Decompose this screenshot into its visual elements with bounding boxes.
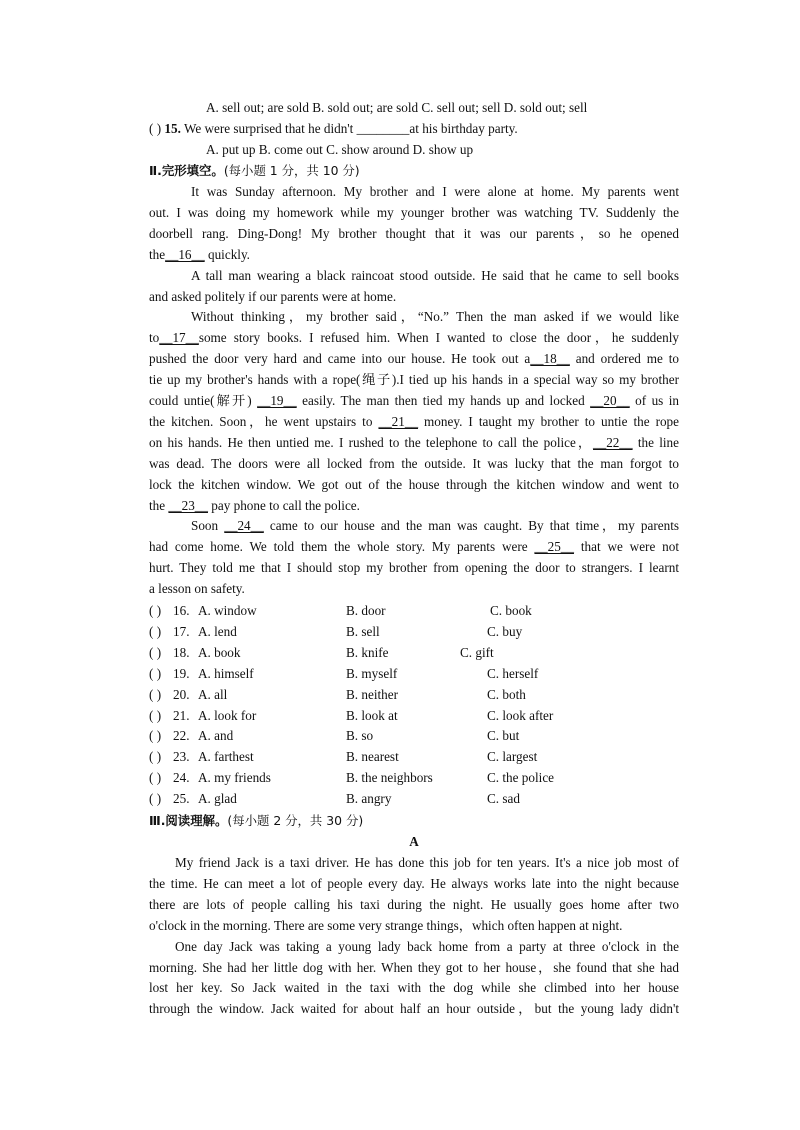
- passage-text: Soon: [191, 518, 225, 534]
- option-b: B. look at: [346, 707, 398, 723]
- option-b: B. sell: [346, 623, 380, 639]
- passage-line: [191, 306, 679, 327]
- option-b: B. so: [346, 728, 374, 744]
- passage-text: on his hands. He then untied me. I rushed to the telephone to call the police，: [149, 434, 594, 450]
- option-c: C. book: [490, 603, 532, 618]
- passage-text: the kitchen. Soon，he went upstairs to: [149, 413, 379, 429]
- answer-paren: ( ): [149, 665, 162, 681]
- passage-line: [149, 390, 679, 411]
- passage-line: One day Jack was taking a young lady back home from a party at three o'clock in the: [175, 938, 679, 954]
- option-a: A. himself: [198, 665, 254, 681]
- passage-text: that we were not: [573, 539, 679, 555]
- option-b: B. door: [346, 603, 386, 618]
- passage-text: pay phone to call the police.: [207, 497, 360, 513]
- passage-line: [149, 223, 679, 244]
- passage-line: [191, 515, 679, 536]
- cloze-blank: __19__: [257, 393, 297, 408]
- passage-line: [149, 578, 679, 599]
- question-number: 23.: [173, 749, 190, 765]
- passage-text: easily. The man then tied my hands up and locked: [296, 393, 591, 408]
- passage-line: [191, 181, 679, 202]
- option-c: C. look after: [487, 707, 554, 723]
- passage-line: [149, 453, 679, 474]
- passage-text: the: [149, 497, 169, 513]
- answer-paren: ( ): [149, 686, 162, 702]
- option-c: C. but: [487, 728, 520, 744]
- section-heading-cloze: [149, 160, 679, 181]
- option-a: A. glad: [198, 791, 237, 807]
- passage-label: A: [409, 834, 419, 849]
- passage-line: [149, 369, 679, 390]
- passage-text: of us in: [629, 393, 679, 408]
- passage-text: lock the kitchen window. We got out of the house through the kitchen window and went to: [149, 476, 679, 492]
- answer-paren: ( ): [149, 749, 162, 765]
- option-a: A. all: [198, 686, 228, 702]
- option-b: B. neither: [346, 686, 399, 702]
- option-a: A. farthest: [198, 749, 254, 765]
- q14-options: A. sell out; are sold B. sold out; are sold C. sell out; sell D. sold out; sell: [206, 100, 588, 115]
- cloze-blank: __18__: [530, 351, 570, 367]
- cloze-blank: __20__: [590, 393, 630, 408]
- section-score: (每小题 2 分，共 30 分): [227, 813, 364, 828]
- option-c: C. largest: [487, 749, 538, 765]
- cloze-blank: __23__: [168, 497, 208, 513]
- passage-line: the time. He can meet a lot of people every day. He always works late into the night because: [149, 875, 679, 891]
- option-a: A. and: [198, 728, 234, 744]
- passage-line: [149, 495, 679, 516]
- option-b: B. nearest: [346, 749, 399, 765]
- passage-line: [149, 327, 679, 348]
- answer-paren: ( ): [149, 770, 162, 786]
- option-c: C. gift: [460, 644, 494, 660]
- question-number: 17.: [173, 623, 190, 639]
- answer-paren: ( ): [149, 623, 162, 639]
- answer-paren: ( ): [149, 603, 162, 618]
- question-stem: We were surprised that he didn't ________at his birthday party.: [183, 121, 518, 136]
- passage-text: and asked politely if our parents were at home.: [149, 288, 397, 304]
- passage-text: and ordered me to: [569, 351, 679, 367]
- passage-line: through the window. Jack waited for about half an hour outside，but the young lady didn't: [149, 1001, 679, 1017]
- passage-line: [149, 411, 679, 432]
- passage-line: lost her key. So Jack waited in the taxi with the dog while she climbed into her house: [149, 980, 679, 996]
- answer-paren: ( ): [149, 644, 162, 660]
- passage-text: a lesson on safety.: [149, 581, 245, 597]
- option-b: B. knife: [346, 644, 389, 660]
- passage-text: came to our house and the man was caught. By that time，my parents: [263, 518, 679, 534]
- question-number: 25.: [173, 791, 190, 807]
- passage-text: Without thinking，my brother said，“No.” Then the man asked if we would like: [191, 309, 679, 325]
- answer-paren: ( ): [149, 791, 162, 807]
- cloze-blank: __21__: [378, 413, 419, 429]
- question-number: 19.: [173, 665, 190, 681]
- answer-paren: ( ): [149, 728, 162, 744]
- passage-text: hurt. They told me that I should stop my brother from opening the door to strangers. I learnt: [149, 560, 679, 576]
- question-number: 22.: [173, 728, 190, 744]
- passage-line: there are lots of people calling his taxi during the night. He usually goes home after two: [149, 896, 679, 912]
- answer-paren: ( ): [149, 121, 162, 136]
- passage-line: [149, 432, 679, 453]
- option-b: B. angry: [346, 791, 392, 807]
- passage-text: some story books. I refused him. When I wanted to close the door，he suddenly: [198, 330, 679, 346]
- cloze-blank: __16__: [165, 246, 205, 262]
- passage-line: [149, 536, 679, 557]
- question-number: 20.: [173, 686, 190, 702]
- question-number: 21.: [173, 707, 190, 723]
- question-number: 16.: [173, 603, 190, 618]
- passage-line: morning. She had her little dog with her. When they got to her house，she found that she had: [149, 959, 679, 975]
- passage-text-mixed: tie up my brother's hands with a rope(绳子).I tied up his hands in a special way so my brother: [149, 372, 679, 388]
- cloze-blank: __24__: [224, 518, 264, 534]
- option-c: C. the police: [487, 770, 555, 786]
- passage-text: the: [149, 246, 166, 262]
- answer-paren: ( ): [149, 707, 162, 723]
- cloze-blank: __22__: [593, 434, 633, 450]
- option-b: B. the neighbors: [346, 770, 433, 786]
- passage-line: [149, 286, 679, 307]
- option-c: C. buy: [487, 623, 523, 639]
- option-b: B. myself: [346, 665, 398, 681]
- question-number: 15.: [164, 121, 181, 136]
- passage-text: money. I taught my brother to untie the rope: [418, 413, 680, 429]
- option-c: C. herself: [487, 665, 539, 681]
- section-title: Ⅱ.完形填空。: [149, 163, 224, 178]
- passage-text: It was Sunday afternoon. My brother and I were alone at home. My parents went: [191, 184, 679, 199]
- passage-text: pushed the door very hard and came into our house. He took out a: [149, 351, 531, 367]
- passage-text: the line: [632, 434, 679, 450]
- passage-line: [191, 265, 679, 286]
- passage-line: My friend Jack is a taxi driver. He has done this job for ten years. It's a nice job most of: [175, 855, 679, 870]
- q15-stem-line: [149, 118, 679, 139]
- option-a: A. my friends: [198, 770, 271, 786]
- passage-line: [149, 202, 679, 223]
- passage-text: had come home. We told them the whole story. My parents were: [149, 539, 535, 555]
- option-a: A. lend: [198, 623, 237, 639]
- question-number: 18.: [173, 644, 190, 660]
- option-a: A. book: [198, 644, 241, 660]
- section-heading-reading: [149, 810, 679, 831]
- option-c: C. both: [487, 686, 526, 702]
- option-a: A. look for: [198, 707, 257, 723]
- passage-text-mixed: could untie(解开): [149, 393, 258, 408]
- passage-text: to: [149, 330, 160, 346]
- passage-text: doorbell rang. Ding-Dong! My brother thought that it was our parents，so he opened: [149, 225, 679, 241]
- q15-options: A. put up B. come out C. show around D. show up: [206, 142, 474, 157]
- option-c: C. sad: [487, 791, 520, 807]
- passage-line: o'clock in the morning. There are some very strange things，which often happen at night.: [149, 917, 623, 933]
- section-score: (每小题 1 分，共 10 分): [223, 163, 360, 178]
- passage-line: [149, 474, 679, 495]
- passage-text: A tall man wearing a black raincoat stood outside. He said that he came to sell books: [191, 267, 679, 283]
- question-number: 24.: [173, 770, 190, 786]
- passage-text: quickly.: [204, 246, 250, 262]
- section-title: Ⅲ.阅读理解。: [149, 813, 228, 828]
- passage-line: [149, 557, 679, 578]
- option-a: A. window: [198, 603, 257, 618]
- passage-line: [149, 348, 679, 369]
- cloze-blank: __25__: [534, 539, 574, 555]
- cloze-blank: __17__: [159, 330, 199, 346]
- passage-line: [149, 244, 679, 265]
- passage-text: out. I was doing my homework while my younger brother was watching TV. Suddenly the: [149, 204, 679, 220]
- passage-text: was dead. The doors were all locked from the outside. It was lucky that the man forgot to: [149, 455, 679, 471]
